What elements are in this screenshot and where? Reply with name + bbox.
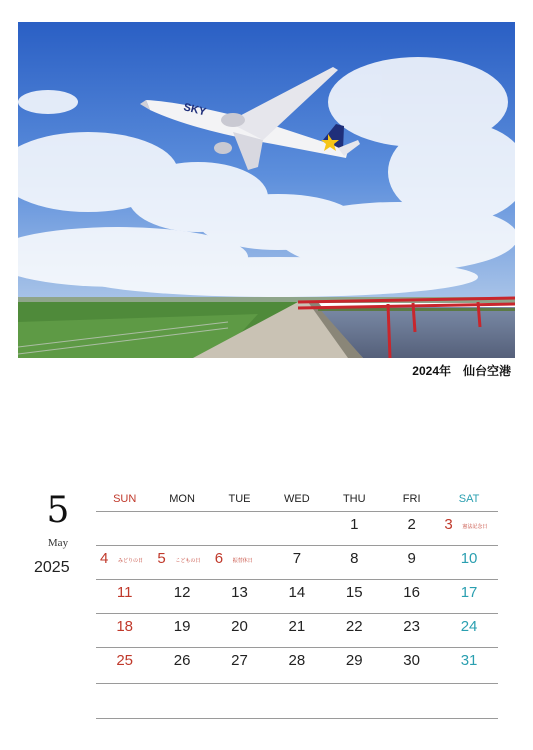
airport-photo	[18, 22, 515, 358]
calendar-day-cell	[440, 512, 497, 545]
weekday-tue: TUE	[228, 493, 251, 505]
day-number: 15	[345, 584, 363, 601]
month-name: May	[47, 537, 69, 549]
calendar-day-cell	[211, 614, 268, 647]
calendar-day-cell	[383, 648, 440, 681]
day-number: 28	[288, 652, 306, 669]
calendar-day-cell	[440, 648, 497, 681]
calendar-day-cell	[268, 580, 325, 613]
calendar-day-cell	[326, 546, 383, 579]
calendar-day-cell	[440, 546, 497, 579]
day-number: 7	[292, 550, 302, 567]
calendar-day-cell	[383, 614, 440, 647]
calendar-day-cell	[211, 546, 268, 579]
calendar-week-row	[96, 579, 498, 613]
calendar-day-cell	[153, 512, 210, 545]
day-number: 11	[116, 584, 133, 601]
calendar-day-cell	[96, 512, 153, 545]
day-number: 21	[288, 618, 306, 635]
calendar-day-cell	[440, 580, 497, 613]
calendar-day-cell	[440, 614, 497, 647]
calendar-day-cell	[326, 614, 383, 647]
calendar-day-cell	[211, 648, 268, 681]
calendar-week-row	[96, 511, 498, 545]
calendar-day-cell	[268, 614, 325, 647]
month-number: 5	[46, 490, 70, 531]
day-number: 5	[157, 550, 166, 567]
calendar-grid	[96, 493, 498, 681]
day-number: 8	[350, 550, 359, 567]
day-number: 18	[116, 618, 134, 635]
day-number: 26	[173, 652, 191, 669]
calendar-day-cell	[211, 512, 268, 545]
weekday-sat: SAT	[458, 493, 480, 505]
calendar-day-cell	[153, 580, 210, 613]
holiday-name: こどもの日	[175, 558, 201, 564]
photo-caption: 2024年 仙台空港	[412, 364, 511, 378]
day-number: 22	[345, 618, 363, 635]
day-number: 3	[444, 516, 453, 533]
calendar-extra-line	[96, 718, 498, 719]
holiday-name: みどりの日	[118, 558, 144, 564]
calendar-weeks	[96, 511, 498, 681]
day-number: 31	[460, 652, 478, 669]
calendar-week-row	[96, 613, 498, 647]
day-number: 16	[403, 584, 420, 601]
weekday-header	[96, 493, 498, 511]
day-number: 25	[116, 652, 134, 669]
calendar-day-cell	[268, 648, 325, 681]
day-number: 1	[350, 516, 359, 533]
calendar-day-cell	[96, 648, 153, 681]
day-number: 2	[407, 516, 416, 533]
weekday-thu: THU	[342, 493, 366, 505]
calendar-bottom-line	[96, 683, 498, 684]
weekday-wed: WED	[284, 493, 310, 505]
calendar-day-cell	[268, 546, 325, 579]
holiday-name: 振替休日	[232, 558, 253, 564]
day-number: 12	[173, 584, 191, 601]
weekday-mon: MON	[169, 493, 195, 505]
day-number: 14	[288, 584, 306, 601]
calendar-day-cell	[153, 648, 210, 681]
calendar-week-row	[96, 647, 498, 681]
day-number: 20	[231, 618, 248, 635]
calendar-day-cell	[96, 546, 153, 579]
calendar-day-cell	[383, 512, 440, 545]
day-number: 29	[345, 652, 363, 669]
calendar-week-row	[96, 545, 498, 579]
calendar-day-cell	[383, 546, 440, 579]
day-number: 10	[460, 550, 478, 567]
calendar-day-cell	[383, 580, 440, 613]
day-number: 13	[231, 584, 248, 601]
holiday-name: 憲法記念日	[462, 524, 488, 530]
calendar-day-cell	[326, 512, 383, 545]
calendar-day-cell	[326, 580, 383, 613]
weekday-fri: FRI	[402, 493, 421, 505]
weekday-sun: SUN	[113, 493, 137, 505]
day-number: 17	[460, 584, 478, 601]
calendar-day-cell	[153, 614, 210, 647]
airplane-landscape-image	[18, 22, 515, 358]
calendar-day-cell	[153, 546, 210, 579]
day-number: 4	[100, 550, 109, 567]
day-number: 6	[214, 550, 224, 567]
calendar-day-cell	[268, 512, 325, 545]
calendar-day-cell	[96, 614, 153, 647]
calendar-day-cell	[96, 580, 153, 613]
day-number: 27	[231, 652, 248, 669]
airline-logo-text: SKY	[182, 101, 208, 119]
calendar-day-cell	[211, 580, 268, 613]
calendar-day-cell	[326, 648, 383, 681]
day-number: 30	[403, 652, 420, 669]
day-number: 23	[403, 618, 420, 635]
year: 2025	[34, 559, 70, 576]
day-number: 19	[173, 618, 191, 635]
day-number: 9	[407, 550, 416, 567]
day-number: 24	[460, 618, 478, 635]
